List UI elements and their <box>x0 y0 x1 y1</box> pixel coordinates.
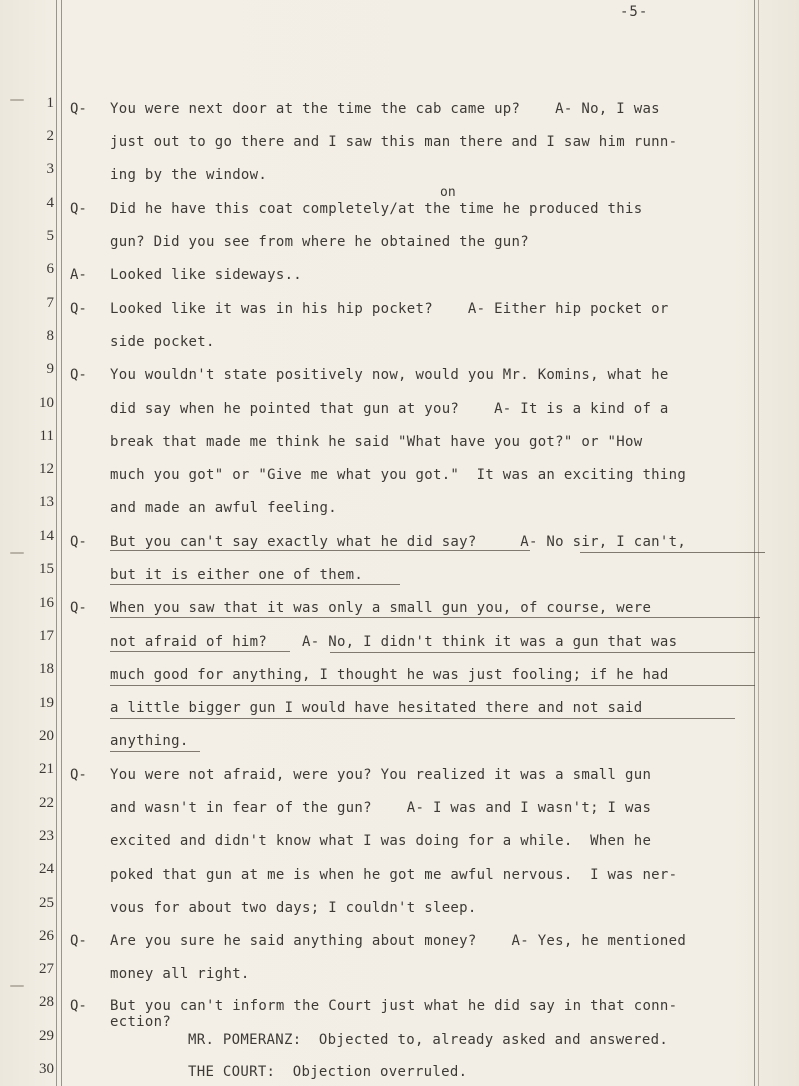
line-number: 14 <box>39 528 54 544</box>
transcript-line: But you can't say exactly what he did say? A- No sir, I can't, <box>110 534 687 550</box>
line-number: 23 <box>39 828 54 844</box>
speaker-marker: Q- <box>70 534 87 550</box>
line-number: 9 <box>46 361 54 377</box>
transcript-line: not afraid of him? A- No, I didn't think it was a gun that was <box>110 634 678 650</box>
speaker-marker: Q- <box>70 301 87 317</box>
line-number: 24 <box>39 861 54 877</box>
transcript-line: and wasn't in fear of the gun? A- I was and I wasn't; I was <box>110 800 652 816</box>
right-margin-rule-outer <box>758 0 759 1086</box>
pencil-underline <box>330 652 755 653</box>
line-number: 12 <box>39 461 54 477</box>
transcript-line: anything. <box>110 733 189 749</box>
pencil-underline <box>110 617 760 618</box>
pencil-underline <box>110 584 400 585</box>
speaker-marker: Q- <box>70 367 87 383</box>
speaker-marker: Q- <box>70 201 87 217</box>
line-number: 15 <box>39 561 54 577</box>
left-margin-rule-inner <box>61 0 62 1086</box>
page-number: -5- <box>620 4 649 20</box>
pencil-underline <box>110 751 200 752</box>
line-number: 8 <box>46 328 54 344</box>
line-number: 2 <box>46 128 54 144</box>
pencil-underline <box>580 552 765 553</box>
line-number: 16 <box>39 595 54 611</box>
transcript-line: Did he have this coat completely/at the time he produced this <box>110 201 643 217</box>
transcript-line: vous for about two days; I couldn't sleep. <box>110 900 477 916</box>
transcript-line: a little bigger gun I would have hesitated there and not said <box>110 700 643 716</box>
transcript-line: Looked like it was in his hip pocket? A- Either hip pocket or <box>110 301 669 317</box>
line-number: 3 <box>46 161 54 177</box>
transcript-line: But you can't inform the Court just what he did say in that conn- <box>110 998 678 1014</box>
transcript-line: much you got" or "Give me what you got." It was an exciting thing <box>110 467 687 483</box>
speaker-marker: Q- <box>70 933 87 949</box>
line-number: 7 <box>46 295 54 311</box>
speaker-marker: A- <box>70 267 87 283</box>
line-number: 26 <box>39 928 54 944</box>
line-number: 6 <box>46 261 54 277</box>
pencil-underline <box>110 550 530 551</box>
line-number: 28 <box>39 994 54 1010</box>
transcript-line: Looked like sideways.. <box>110 267 303 283</box>
left-margin-rule <box>56 0 57 1086</box>
pencil-underline <box>110 718 735 719</box>
transcript-line: MR. POMERANZ: Objected to, already asked and answered. <box>188 1032 669 1048</box>
line-number: 30 <box>39 1061 54 1077</box>
line-number: 11 <box>39 428 54 444</box>
speaker-marker: Q- <box>70 998 87 1014</box>
line-number: 4 <box>46 195 54 211</box>
line-number: 18 <box>39 661 54 677</box>
transcript-line: You were next door at the time the cab came up? A- No, I was <box>110 101 660 117</box>
hole-punch-mark <box>10 552 24 554</box>
right-margin-rule <box>754 0 755 1086</box>
transcript-line: You wouldn't state positively now, would you Mr. Komins, what he <box>110 367 669 383</box>
interlinear-insertion: on <box>440 185 456 200</box>
pencil-underline <box>110 651 290 652</box>
transcript-line: did say when he pointed that gun at you? A- It is a kind of a <box>110 401 669 417</box>
transcript-line: just out to go there and I saw this man there and I saw him runn- <box>110 134 678 150</box>
line-number: 17 <box>39 628 54 644</box>
transcript-line: ing by the window. <box>110 167 268 183</box>
hole-punch-mark <box>10 99 24 101</box>
pencil-underline <box>110 685 755 686</box>
line-number: 27 <box>39 961 54 977</box>
line-number: 29 <box>39 1028 54 1044</box>
line-number: 25 <box>39 895 54 911</box>
transcript-line: much good for anything, I thought he was just fooling; if he had <box>110 667 669 683</box>
line-number: 13 <box>39 494 54 510</box>
transcript-line: When you saw that it was only a small gun you, of course, were <box>110 600 652 616</box>
transcript-line: THE COURT: Objection overruled. <box>188 1064 468 1080</box>
line-number: 10 <box>39 395 54 411</box>
transcript-line: gun? Did you see from where he obtained the gun? <box>110 234 529 250</box>
transcript-line: ection? <box>110 1014 172 1030</box>
hole-punch-mark <box>10 985 24 987</box>
line-number: 21 <box>39 761 54 777</box>
transcript-line: excited and didn't know what I was doing for a while. When he <box>110 833 652 849</box>
speaker-marker: Q- <box>70 600 87 616</box>
transcript-line: You were not afraid, were you? You realized it was a small gun <box>110 767 652 783</box>
transcript-line: side pocket. <box>110 334 215 350</box>
transcript-line: poked that gun at me is when he got me awful nervous. I was ner- <box>110 867 678 883</box>
transcript-line: and made an awful feeling. <box>110 500 337 516</box>
line-number: 20 <box>39 728 54 744</box>
speaker-marker: Q- <box>70 767 87 783</box>
line-number: 5 <box>46 228 54 244</box>
line-number: 22 <box>39 795 54 811</box>
transcript-line: but it is either one of them. <box>110 567 364 583</box>
transcript-line: Are you sure he said anything about money? A- Yes, he mentioned <box>110 933 687 949</box>
transcript-line: money all right. <box>110 966 250 982</box>
line-number: 1 <box>46 95 54 111</box>
line-number: 19 <box>39 695 54 711</box>
speaker-marker: Q- <box>70 101 87 117</box>
transcript-line: break that made me think he said "What have you got?" or "How <box>110 434 643 450</box>
